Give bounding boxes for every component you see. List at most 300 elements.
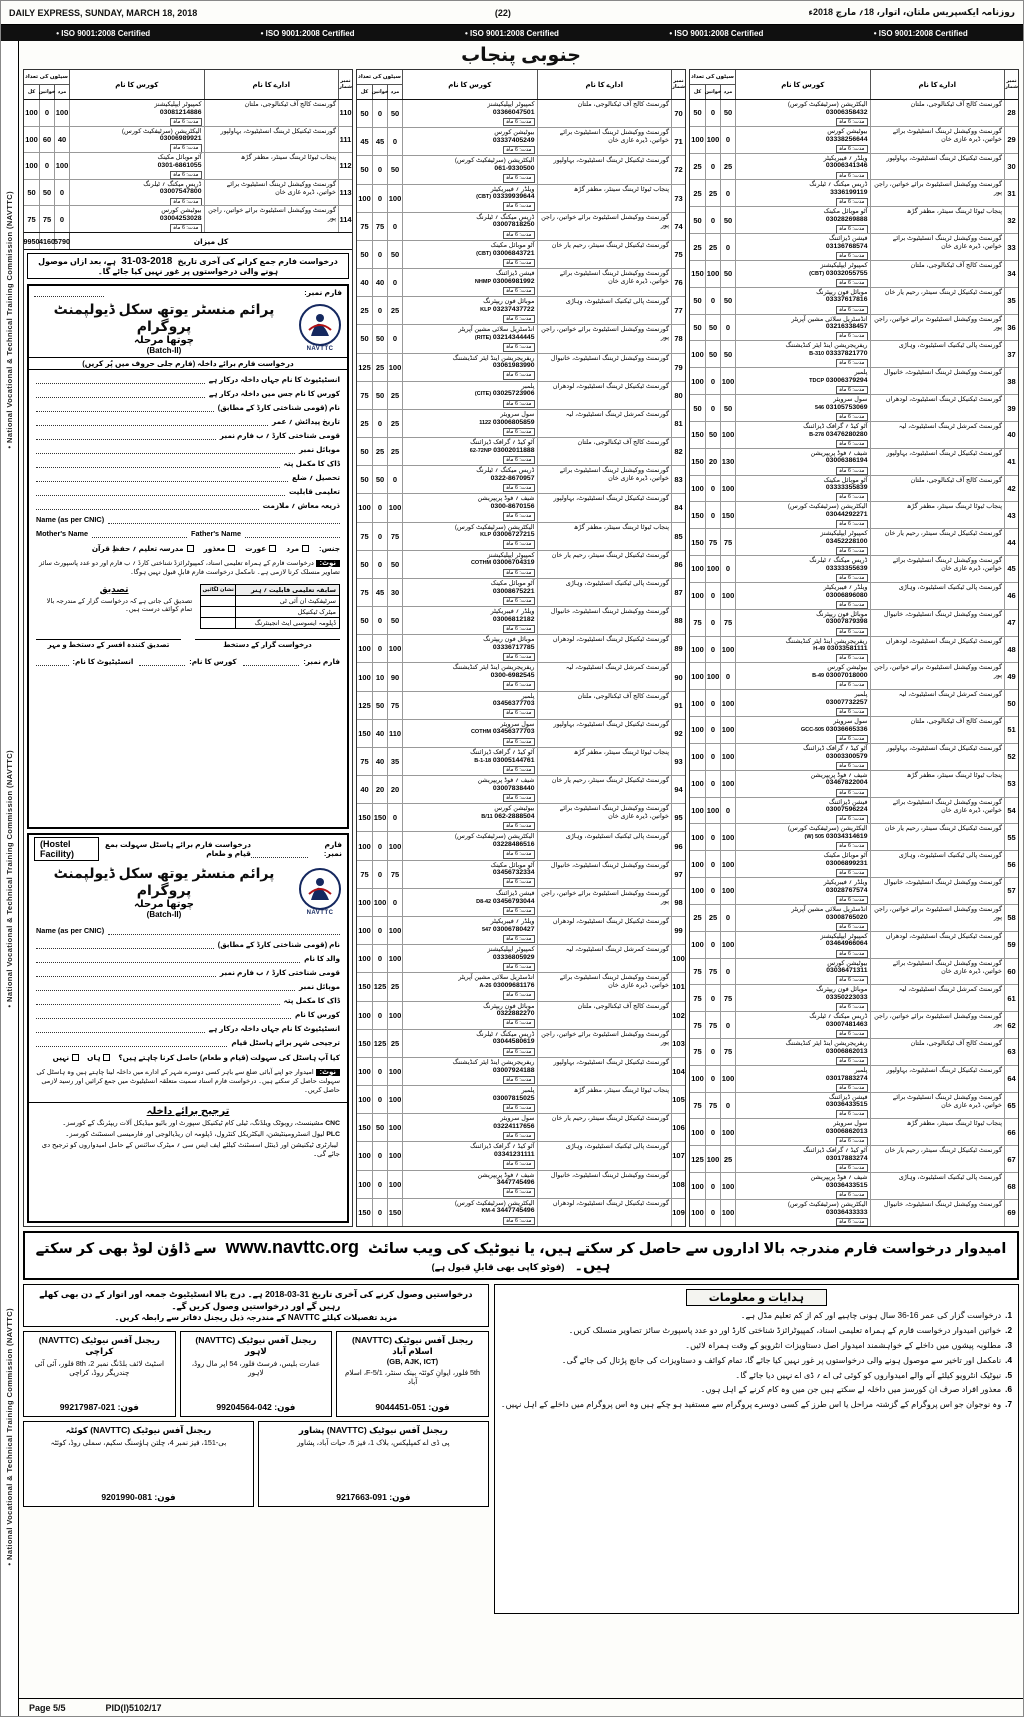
phone-number: 03036471311 bbox=[826, 967, 868, 975]
field-blank bbox=[36, 954, 300, 963]
seats-total-cell: 100 bbox=[691, 1127, 704, 1137]
duration-badge: مدت: 6 ماہ bbox=[836, 976, 868, 984]
phone-number: 03003300579 bbox=[825, 752, 868, 760]
phone-number: 03006805859 bbox=[492, 418, 535, 426]
seats-male-cell: 100 bbox=[720, 932, 735, 958]
phone-number: 03338256644 bbox=[825, 135, 868, 143]
seats-female-cell: 0 bbox=[372, 297, 387, 324]
seats-female-cell: 25 bbox=[705, 180, 720, 206]
seats-female-cell: 75 bbox=[705, 959, 720, 985]
course-cell bbox=[402, 354, 537, 381]
form-field-line: والد کا نام bbox=[36, 954, 340, 963]
field-blank bbox=[36, 445, 295, 454]
institute-cell: گورنمنٹ پالی ٹیکنیک انسٹیٹیوٹ، وہاڑی bbox=[537, 832, 672, 859]
course-cell bbox=[402, 100, 537, 127]
institute-cell: گورنمنٹ پالی ٹیکنیک انسٹیٹیوٹ، وہاڑی bbox=[870, 851, 1005, 877]
field-blank bbox=[36, 417, 268, 426]
seats-total-cell: 100 bbox=[691, 805, 704, 815]
course-name: بیوٹیشن کورس bbox=[827, 127, 868, 135]
seats-total-cell: 150 bbox=[358, 1123, 371, 1133]
priority-item: PLC لیول انسٹرومینٹیشن، الیکٹریکل کنٹرول، ڈپلومہ ان ریڈیالوجی اور فارمیسی اسسٹنٹ کورسز۔ bbox=[65, 1130, 340, 1138]
seats-female-cell: 0 bbox=[705, 1173, 720, 1199]
seats-female-cell: 0 bbox=[39, 100, 54, 126]
seats-total-cell: 100 bbox=[691, 1074, 704, 1084]
table-row bbox=[690, 180, 1018, 207]
seats-female-cell: 0 bbox=[372, 1002, 387, 1029]
serial-cell: 42 bbox=[1004, 476, 1018, 502]
serial-cell: 102 bbox=[671, 1002, 685, 1029]
serial-cell: 52 bbox=[1004, 744, 1018, 770]
seats-male-cell: 100 bbox=[720, 771, 735, 797]
seats-female-cell: 0 bbox=[705, 207, 720, 233]
institute-cell: گورنمنٹ کالج آف ٹیکنالوجی، ملتان bbox=[870, 100, 1005, 126]
seats-female-cell: 25 bbox=[372, 354, 387, 381]
seats-total-cell: 100 bbox=[691, 1208, 704, 1218]
duration-badge: مدت: 6 ماہ bbox=[503, 1188, 535, 1196]
institute-cell: گورنمنٹ ٹیکنیکل ٹریننگ انسٹیٹیوٹ، بہاولپور bbox=[537, 156, 672, 183]
institute-cell: گورنمنٹ ووکیشنل انسٹیٹیوٹ برائے خواتین، راجن پور bbox=[537, 889, 672, 916]
seats-male-cell: 75 bbox=[720, 985, 735, 1011]
phone-number: 03337821770 bbox=[825, 350, 868, 358]
course-name: آٹو موبائل مکینک bbox=[490, 861, 535, 869]
serial-cell: 44 bbox=[1004, 529, 1018, 555]
duration-badge: مدت: 6 ماہ bbox=[503, 287, 535, 295]
instruction-item: 7. وہ نوجوان جو اس پروگرام کے گزشتہ مراحل یا اس طرز کے کسی دوسرے پروگرام سے مستفید ہو چکے ہیں وہ اس پروگرام میں داخلے کے اہل نہیں۔ bbox=[500, 1400, 1012, 1410]
serial-cell: 92 bbox=[671, 720, 685, 747]
phone-number: 03017883274 bbox=[825, 1074, 868, 1082]
seats-female-cell: 0 bbox=[705, 1039, 720, 1065]
duration-badge: مدت: 6 ماہ bbox=[503, 484, 535, 492]
course-name: پلمبر bbox=[521, 1087, 535, 1095]
phone-number: 03456377703 bbox=[492, 728, 535, 736]
seats-male-cell: 100 bbox=[387, 635, 402, 662]
seats-male-cell: 0 bbox=[720, 1093, 735, 1119]
checkbox bbox=[187, 545, 194, 552]
navttc-logo: NAVTTC bbox=[299, 304, 341, 352]
phone-number: 03005144761 bbox=[492, 756, 535, 764]
course-cell bbox=[402, 832, 537, 859]
serial-cell: 30 bbox=[1004, 154, 1018, 180]
course-name: الیکٹریشن (سرٹیفکیٹ کورس) bbox=[787, 1200, 868, 1208]
pid-code: PID(I)5102/17 bbox=[105, 1702, 162, 1713]
seats-total-cell: 75 bbox=[693, 618, 702, 628]
course-cell bbox=[735, 180, 870, 206]
phone-number: 03028269888 bbox=[825, 216, 868, 223]
duration-badge: مدت: 6 ماہ bbox=[170, 198, 202, 206]
seats-total-cell: 150 bbox=[691, 430, 704, 440]
institute-cell: گورنمنٹ کمرشل ٹریننگ انسٹیٹیوٹ، لیہ bbox=[537, 410, 672, 437]
duration-badge: مدت: 6 ماہ bbox=[836, 789, 868, 797]
seats-total-cell: 40 bbox=[360, 785, 369, 795]
table-row bbox=[357, 382, 685, 410]
course-name: فیشن ڈیزائننگ bbox=[495, 889, 535, 897]
phone-number: 03136768574 bbox=[825, 242, 868, 250]
seats-male-cell: 30 bbox=[387, 579, 402, 606]
form-field-line: انسٹیٹیوٹ کا نام جہاں داخلہ درکار ہے bbox=[36, 375, 340, 384]
phone-number: 03006981992 bbox=[492, 277, 535, 285]
duration-badge: مدت: 6 ماہ bbox=[503, 963, 535, 971]
course-name: کمپیوٹر ایپلیکیشنز bbox=[487, 551, 535, 559]
serial-cell: 99 bbox=[671, 917, 685, 944]
table-row bbox=[690, 154, 1018, 181]
duration-badge: مدت: 6 ماہ bbox=[836, 467, 868, 475]
phone-number: 03007924188 bbox=[492, 1066, 535, 1074]
officer-signature: تصدیق کنندہ افسر کے دستخط و مہر bbox=[36, 639, 181, 649]
regional-office-card: ریجنل آفس نیوٹیک (NAVTTC) لاہور عمارت بلیس، فرسٹ فلور، 54 اپر مال روڈ، لاہور فون: 042-99204564 bbox=[180, 1331, 333, 1417]
instruction-item: 5. نیوٹیک انٹرویو کیلئے آنے والے امیدواروں کو کوئی ٹی اے ؍ ڈی اے نہیں دیا جائے گا۔ bbox=[735, 1370, 1012, 1380]
table-row bbox=[690, 878, 1018, 905]
course-name: موبائل فون ریپئرنگ bbox=[483, 636, 535, 644]
course-cell bbox=[402, 185, 537, 212]
form-field-line: ڈاک کا مکمل پتہ bbox=[36, 459, 340, 468]
page-footer bbox=[19, 1698, 1023, 1716]
institute-cell: گورنمنٹ کالج آف ٹیکنالوجی، ملتان bbox=[204, 100, 339, 126]
seats-male-cell: 75 bbox=[720, 529, 735, 555]
phone-number: 03464966064 bbox=[825, 940, 868, 948]
serial-cell: 66 bbox=[1004, 1119, 1018, 1145]
deadline-notice: درخواست فارم جمع کرانے کی آخری تاریخ 31-03-2018 ہے، بعد ازاں موصول ہونے والی درخواستوں پر غور نہیں کیا جائے گا۔ bbox=[27, 253, 349, 279]
duration-badge: مدت: 6 ماہ bbox=[836, 681, 868, 689]
seats-female-cell: 0 bbox=[372, 494, 387, 521]
course-cell bbox=[402, 213, 537, 240]
serial-cell: 101 bbox=[671, 973, 685, 1000]
course-note: 18-B-1 bbox=[474, 757, 492, 764]
seats-total-cell: 100 bbox=[358, 1066, 371, 1076]
navttc-logo: NAVTTC bbox=[299, 868, 341, 916]
table-row bbox=[357, 269, 685, 297]
gender-option: معذور bbox=[204, 544, 236, 553]
course-cell bbox=[402, 1058, 537, 1085]
table-row bbox=[357, 945, 685, 973]
table-header: نمبر شمار ادارے کا نام کورس کا نام سیٹوں کی تعداد مرد خواتین کل bbox=[24, 70, 352, 100]
duration-badge: مدت: 6 ماہ bbox=[503, 738, 535, 746]
program-stage: چوتھا مرحلہ bbox=[134, 335, 194, 346]
table-row bbox=[357, 241, 685, 269]
serial-cell: 108 bbox=[671, 1171, 685, 1198]
course-note: 310-B bbox=[809, 351, 825, 358]
course-cell bbox=[735, 127, 870, 153]
hostel-question: کیا آپ ہاسٹل کی سہولت (قیام و طعام) حاصل کرنا چاہتے ہیں؟ ہاں نہیں bbox=[52, 1053, 340, 1062]
course-name: ویلڈر ؍ فیبریکیٹر bbox=[823, 879, 868, 887]
seats-female-cell: 25 bbox=[372, 438, 387, 465]
phone-number: 03007838440 bbox=[492, 784, 535, 792]
seats-total-cell: 100 bbox=[358, 644, 371, 654]
serial-cell: 79 bbox=[671, 354, 685, 381]
serial-cell: 63 bbox=[1004, 1039, 1018, 1065]
phone-number: 03007547800 bbox=[159, 188, 202, 196]
phone-number: 03028767574 bbox=[825, 886, 868, 894]
mini-field: انسٹیٹیوٹ کا نام: bbox=[36, 657, 133, 666]
phone-number: 3336199119 bbox=[830, 189, 868, 197]
seats-male-cell: 50 bbox=[387, 241, 402, 268]
serial-cell: 48 bbox=[1004, 637, 1018, 663]
phone-number: 03036433515 bbox=[825, 1181, 868, 1189]
phone-number: 03006727215 bbox=[492, 531, 535, 539]
totals-label: کل میزان bbox=[69, 233, 352, 249]
gender-option: مرد bbox=[286, 544, 309, 553]
table-row bbox=[357, 579, 685, 607]
duration-badge: مدت: 6 ماہ bbox=[503, 766, 535, 774]
seats-male-cell: 0 bbox=[720, 556, 735, 582]
serial-cell: 75 bbox=[671, 241, 685, 268]
seats-female-cell: 100 bbox=[705, 798, 720, 824]
seats-male-cell: 25 bbox=[720, 154, 735, 180]
phone-number: 03216338457 bbox=[825, 323, 868, 331]
phone-number: 03456377703 bbox=[492, 700, 535, 708]
institute-cell: گورنمنٹ ٹیکنیکل ٹریننگ انسٹیٹیوٹ، بہاولپور bbox=[204, 127, 339, 153]
admission-priority: ترجیح برائے داخلہ CNC مشینسٹ، روبوٹک ویلڈنگ، ٹیلی کام ٹیکنیکل سپورٹ اور بائیو میڈیکل آلات ریپئرنگ کے کورسز۔ PLC لیول انسٹرومینٹیشن، الیکٹریکل کنٹرول، ڈپلومہ ان ریڈیالوجی اور فارمیسی اسسٹنٹ کورسز۔ لیبارٹری ٹیکنیشن اور ڈینٹل اسسٹنٹ کیلئے ایف ایس سی ؍ میٹرک سائنس کے حامل امیدواروں کو ترجیح دی جائے گی۔ bbox=[29, 1102, 347, 1165]
serial-cell: 85 bbox=[671, 523, 685, 550]
course-note: 62-72NP bbox=[469, 447, 492, 454]
seats-male-cell: 90 bbox=[387, 663, 402, 690]
serial-cell: 83 bbox=[671, 466, 685, 493]
course-note: (CITE) bbox=[474, 391, 492, 398]
seats-female-cell: 20 bbox=[705, 449, 720, 475]
seats-female-cell: 100 bbox=[705, 1146, 720, 1172]
seats-female-cell: 0 bbox=[372, 832, 387, 859]
course-cell bbox=[402, 466, 537, 493]
seats-male-cell: 0 bbox=[720, 905, 735, 931]
seats-total-cell: 50 bbox=[693, 323, 702, 333]
institute-cell: گورنمنٹ ٹیکنیکل ٹریننگ انسٹیٹیوٹ، بہاولپور bbox=[537, 1058, 672, 1085]
checkbox bbox=[269, 545, 276, 552]
institute-cell: گورنمنٹ ووکیشنل ٹریننگ انسٹیٹیوٹ، خانیوال bbox=[870, 878, 1005, 904]
seats-male-cell: 0 bbox=[387, 269, 402, 296]
duration-badge: مدت: 6 ماہ bbox=[836, 815, 868, 823]
institute-cell: گورنمنٹ ووکیشنل انسٹیٹیوٹ برائے خواتین، راجن پور bbox=[204, 206, 339, 232]
phone-number: 03044580619 bbox=[492, 1038, 535, 1046]
seats-female-cell: 0 bbox=[372, 1199, 387, 1226]
course-cell bbox=[735, 529, 870, 555]
seats-male-cell: 0 bbox=[387, 889, 402, 916]
seats-total-cell: 100 bbox=[358, 954, 371, 964]
seats-total-cell: 100 bbox=[691, 376, 704, 386]
institute-cell: گورنمنٹ ووکیشنل ٹریننگ انسٹیٹیوٹ برائے خواتین، ڈیرہ غازی خان bbox=[537, 128, 672, 155]
institute-cell: گورنمنٹ ووکیشنل ٹریننگ انسٹیٹیوٹ برائے خواتین، ڈیرہ غازی خان bbox=[870, 234, 1005, 260]
duration-badge: مدت: 6 ماہ bbox=[503, 456, 535, 464]
table-row bbox=[690, 690, 1018, 717]
seats-male-cell: 25 bbox=[387, 410, 402, 437]
duration-badge: مدت: 6 ماہ bbox=[170, 171, 202, 179]
course-cell bbox=[402, 720, 537, 747]
duration-badge: مدت: 6 ماہ bbox=[503, 1217, 535, 1225]
phone-number: 03006896080 bbox=[825, 591, 868, 599]
duration-badge: مدت: 6 ماہ bbox=[836, 708, 868, 716]
rail-navttc-text: • National Vocational & Technical Training Commission (NAVTTC) bbox=[5, 1308, 14, 1566]
course-name: ریفریجریشن اینڈ ایئر کنڈیشننگ bbox=[452, 354, 535, 362]
masthead-date-en: DAILY EXPRESS, SUNDAY, MARCH 18, 2018 bbox=[9, 7, 198, 18]
seats-total-cell: 100 bbox=[691, 752, 704, 762]
table-row bbox=[357, 100, 685, 128]
table-row bbox=[690, 637, 1018, 664]
seats-male-cell: 100 bbox=[720, 368, 735, 394]
course-cell bbox=[735, 288, 870, 314]
course-cell bbox=[735, 932, 870, 958]
seats-total-cell: 50 bbox=[360, 475, 369, 485]
seats-male-cell: 100 bbox=[387, 1142, 402, 1169]
course-name: انڈسٹریل سلائی مشین آپریٹر bbox=[458, 974, 535, 982]
duration-badge: مدت: 6 ماہ bbox=[503, 1019, 535, 1027]
serial-cell: 112 bbox=[338, 153, 352, 179]
table-header bbox=[690, 70, 1018, 100]
instruction-item: 1. درخواست گزار کی عمر 16-36 سال ہونی چاہیے اور کم از کم تعلیم مڈل ہے۔ bbox=[740, 1311, 1012, 1320]
seats-male-cell: 25 bbox=[387, 1030, 402, 1057]
duration-badge: مدت: 6 ماہ bbox=[836, 118, 868, 126]
course-cell bbox=[402, 861, 537, 888]
duration-badge: مدت: 6 ماہ bbox=[503, 653, 535, 661]
table-row bbox=[357, 692, 685, 720]
institute-cell: پنجاب ٹیوٹا ٹریننگ سینٹر، مظفر گڑھ bbox=[537, 1086, 672, 1113]
institute-cell: پنجاب ٹیوٹا ٹریننگ سینٹر، مظفر گڑھ bbox=[870, 1119, 1005, 1145]
institute-cell: گورنمنٹ ووکیشنل انسٹیٹیوٹ برائے خواتین، راجن پور bbox=[870, 905, 1005, 931]
phone-number: 03333355839 bbox=[825, 484, 868, 492]
duration-badge: مدت: 6 ماہ bbox=[836, 520, 868, 528]
office-phone: فون: 091-9217663 bbox=[336, 1492, 411, 1503]
instruction-item: 6. معذور افراد صرف ان کورسز میں داخلہ لے سکتے ہیں جن میں وہ کام کرنے کے اہل ہوں۔ bbox=[700, 1385, 1012, 1395]
serial-cell: 49 bbox=[1004, 663, 1018, 689]
course-cell bbox=[402, 945, 537, 972]
duration-badge: مدت: 6 ماہ bbox=[836, 279, 868, 287]
checkbox bbox=[302, 545, 309, 552]
seats-female-cell: 0 bbox=[705, 1119, 720, 1145]
program-batch: (Batch-II) bbox=[146, 910, 182, 919]
duration-badge: مدت: 6 ماہ bbox=[836, 172, 868, 180]
course-name: انڈسٹریل سلائی مشین آپریٹر bbox=[791, 315, 868, 323]
phone-number: 0300-8670156 bbox=[490, 503, 535, 511]
duration-badge: مدت: 6 ماہ bbox=[503, 991, 535, 999]
seats-male-cell: 100 bbox=[387, 1002, 402, 1029]
duration-badge: مدت: 6 ماہ bbox=[170, 224, 202, 232]
duration-badge: مدت: 6 ماہ bbox=[836, 896, 868, 904]
seats-female-cell: 0 bbox=[372, 185, 387, 212]
seats-male-cell: 100 bbox=[387, 354, 402, 381]
rail-navttc-text: • National Vocational & Technical Training Commission (NAVTTC) bbox=[5, 191, 14, 449]
course-cell bbox=[402, 382, 537, 409]
seats-male-cell: 50 bbox=[720, 100, 735, 126]
phone-number: 03036433333 bbox=[825, 1208, 868, 1216]
seats-female-cell: 100 bbox=[705, 127, 720, 153]
seats-male-cell: 0 bbox=[54, 206, 69, 232]
seats-male-cell: 50 bbox=[387, 607, 402, 634]
course-cell bbox=[402, 156, 537, 183]
duration-badge: مدت: 6 ماہ bbox=[836, 306, 868, 314]
course-name: آٹو موبائل مکینک bbox=[823, 476, 868, 484]
institute-cell: گورنمنٹ کمرشل ٹریننگ انسٹیٹیوٹ، لیہ bbox=[537, 945, 672, 972]
seats-male-cell: 100 bbox=[720, 717, 735, 743]
seats-female-cell: 150 bbox=[372, 804, 387, 831]
seats-female-cell: 0 bbox=[705, 368, 720, 394]
seats-male-cell: 0 bbox=[720, 798, 735, 824]
header-course: کورس کا نام bbox=[735, 70, 870, 99]
serial-cell: 78 bbox=[671, 325, 685, 352]
course-cell bbox=[735, 315, 870, 341]
institute-cell: گورنمنٹ ووکیشنل ٹریننگ انسٹیٹیوٹ، خانیوال bbox=[870, 1200, 1005, 1226]
institute-cell: گورنمنٹ ٹیکنیکل ٹریننگ سینٹر، رحیم یار خان bbox=[870, 529, 1005, 555]
pref-row: سرٹیفکیٹ ان آئی ٹی bbox=[201, 596, 339, 607]
course-name: فیشن ڈیزائننگ bbox=[828, 1093, 868, 1101]
course-cell bbox=[69, 100, 204, 126]
seats-male-cell: 110 bbox=[387, 720, 402, 747]
course-name: کمپیوٹر ایپلیکیشنز bbox=[487, 946, 535, 954]
institute-cell: پنجاب ٹیوٹا ٹریننگ سینٹر، مظفر گڑھ bbox=[537, 748, 672, 775]
seats-female-cell: 50 bbox=[372, 325, 387, 352]
seats-total-cell: 75 bbox=[27, 214, 36, 224]
course-note: KLP bbox=[480, 306, 492, 313]
institute-cell: گورنمنٹ ٹیکنیکل ٹریننگ انسٹیٹیوٹ، لودھراں bbox=[537, 1199, 672, 1226]
field-blank bbox=[36, 501, 259, 510]
seats-male-cell: 0 bbox=[720, 180, 735, 206]
phone-number: 03004253028 bbox=[159, 215, 202, 223]
seats-total-cell: 100 bbox=[358, 841, 371, 851]
duration-badge: مدت: 6 ماہ bbox=[836, 413, 868, 421]
regional-offices-panel bbox=[23, 1284, 489, 1614]
header-serial: نمبر شمار bbox=[1004, 70, 1018, 99]
seats-total-cell: 100 bbox=[25, 108, 38, 118]
office-phone: فون: 051-9044451 bbox=[375, 1402, 450, 1413]
course-cell bbox=[735, 771, 870, 797]
institute-cell: گورنمنٹ پالی ٹیکنیک انسٹیٹیوٹ، وہاڑی bbox=[870, 583, 1005, 609]
phone-number: 03456793044 bbox=[492, 897, 535, 905]
course-note: 505 (W) bbox=[804, 834, 825, 841]
table-row bbox=[357, 410, 685, 438]
rail-navttc-text: • National Vocational & Technical Training Commission (NAVTTC) bbox=[5, 749, 14, 1008]
institute-cell: گورنمنٹ ووکیشنل ٹریننگ انسٹیٹیوٹ، خانیوال bbox=[537, 607, 672, 634]
course-note: NHMP bbox=[474, 278, 492, 285]
serial-cell: 90 bbox=[671, 663, 685, 690]
course-name: کمپیوٹر ایپلیکیشنز bbox=[820, 932, 868, 940]
program-batch: (Batch-II) bbox=[146, 346, 182, 355]
table-row bbox=[690, 422, 1018, 449]
course-name: الیکٹریشن (سرٹیفکیٹ کورس) bbox=[454, 1199, 535, 1207]
course-cell bbox=[402, 410, 537, 437]
table-row bbox=[357, 663, 685, 691]
course-name: سول سرویئر bbox=[833, 396, 868, 404]
seats-total-cell: 75 bbox=[360, 588, 369, 597]
admission-form bbox=[27, 284, 349, 829]
seats-total-cell: 25 bbox=[360, 306, 369, 316]
serial-cell: 77 bbox=[671, 297, 685, 324]
seats-female-cell: 0 bbox=[705, 932, 720, 958]
table-row bbox=[690, 395, 1018, 422]
duration-badge: مدت: 6 ماہ bbox=[503, 822, 535, 830]
duration-badge: مدت: 6 ماہ bbox=[503, 512, 535, 520]
seats-female-cell: 75 bbox=[705, 1012, 720, 1038]
seats-female-cell: 75 bbox=[705, 529, 720, 555]
table-row bbox=[24, 127, 352, 154]
serial-cell: 76 bbox=[671, 269, 685, 296]
institute-cell: گورنمنٹ کالج آف ٹیکنالوجی، ملتان bbox=[537, 692, 672, 719]
phone-number: 03350223033 bbox=[825, 994, 868, 1002]
duration-badge: مدت: 6 ماہ bbox=[170, 144, 202, 152]
course-note: 278-B bbox=[809, 431, 825, 438]
seat-table-right bbox=[689, 69, 1019, 1227]
course-cell bbox=[402, 663, 537, 690]
course-cell bbox=[735, 1146, 870, 1172]
seats-male-cell: 100 bbox=[387, 1058, 402, 1085]
table-row bbox=[357, 185, 685, 213]
institute-cell: گورنمنٹ ٹیکنیکل ٹریننگ انسٹیٹیوٹ، بہاولپور bbox=[870, 744, 1005, 770]
course-name: ویلڈر ؍ فیبریکیٹر bbox=[490, 917, 535, 925]
course-name: موبائل فون ریپئرنگ bbox=[483, 298, 535, 306]
navttc-logo-figure bbox=[305, 310, 335, 340]
seats-total-cell: 100 bbox=[691, 484, 704, 493]
duration-badge: مدت: 6 ماہ bbox=[503, 569, 535, 577]
course-cell bbox=[402, 297, 537, 324]
institute-cell: گورنمنٹ ٹیکنیکل ٹریننگ سینٹر، رحیم یار خان bbox=[870, 824, 1005, 850]
institute-cell: گورنمنٹ ووکیشنل ٹریننگ انسٹیٹیوٹ، خانیوال bbox=[870, 368, 1005, 394]
phone-number: 03467822004 bbox=[825, 779, 868, 787]
course-name: موبائل فون ریپئرنگ bbox=[816, 610, 868, 618]
